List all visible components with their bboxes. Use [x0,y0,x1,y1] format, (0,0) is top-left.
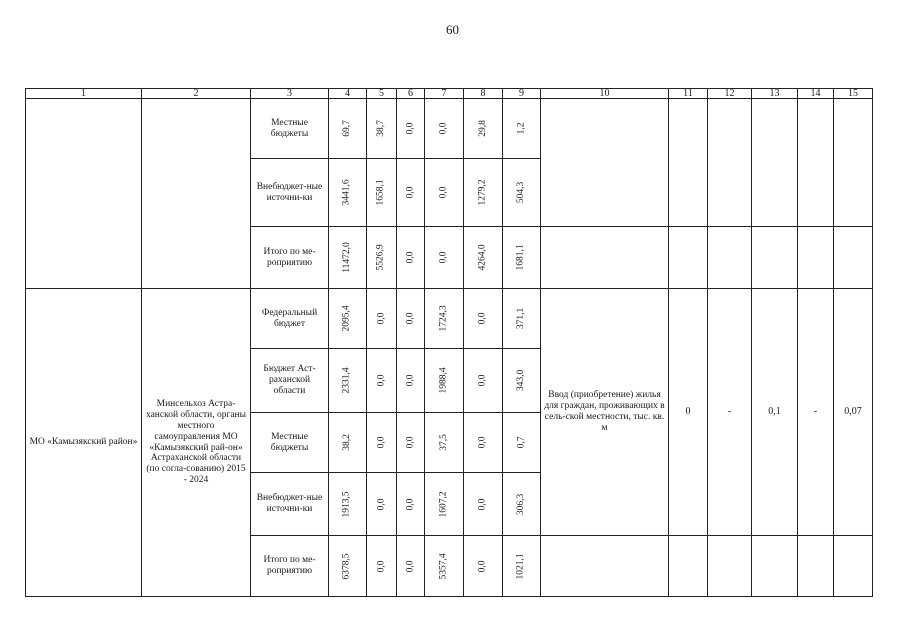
g2-source-3 [250,472,329,536]
g1-source-2 [250,226,329,289]
g2-indicator-empty-0 [668,535,708,597]
g1-col15-b [833,226,873,289]
g1-value-0-5 [502,98,541,159]
g1-value-2-2-value: 0,0 [405,251,416,264]
header-col-5-text: 5 [379,88,384,99]
g2-municipality-text: МО «Камызякский район» [29,437,138,448]
g2-source-2 [250,412,329,473]
g2-municipality [25,288,142,597]
g1-value-1-5-value: 504,3 [516,181,527,204]
g1-value-1-5 [502,158,541,227]
g2-value-2-3 [424,412,464,473]
g2-value-4-2 [396,535,425,597]
g2-value-1-0 [328,348,367,413]
g1-col14-b [797,226,834,289]
g2-value-1-4 [463,348,503,413]
g2-value-3-2-value: 0,0 [405,498,416,510]
g1-value-2-1-value: 5526,9 [376,244,387,271]
g2-indicator-value-1-text: - [727,406,732,418]
g2-value-1-1 [366,348,397,413]
g1-value-1-4-value: 1279,2 [477,179,488,206]
g2-value-0-5 [502,288,541,349]
g2-indicator-empty-4 [833,535,873,597]
g2-value-2-0-value: 38,2 [342,434,353,451]
g2-value-2-3-value: 37,5 [438,434,449,451]
g1-col10-a [540,98,669,227]
g2-value-1-1-value: 0,0 [376,374,387,387]
header-col-8-text: 8 [480,88,486,99]
g1-municipality-cell [25,98,142,289]
g2-value-2-2 [396,412,425,473]
header-col-13-text: 13 [769,88,780,99]
g2-value-0-1 [366,288,397,349]
g2-executor [141,288,251,597]
g2-value-4-0 [328,535,367,597]
g2-value-2-1 [366,412,397,473]
g2-source-1-text: Бюджет Аст-раханской области [263,364,316,396]
g2-value-1-5-value: 343,0 [516,369,527,392]
g2-value-0-3 [424,288,464,349]
g2-value-2-2-value: 0,0 [405,436,416,449]
g1-value-1-3 [424,158,464,227]
page-number: 60 [446,22,459,37]
header-col-10-text: 10 [599,88,610,99]
g1-col10-b [540,226,669,289]
header-col-4-text: 4 [345,88,350,99]
header-col-7-text: 7 [441,88,447,99]
g2-value-4-2-value: 0,0 [405,560,416,572]
g1-col13-a [751,98,798,227]
g1-value-2-2 [396,226,425,289]
g2-indicator-empty [540,535,669,597]
g1-value-2-3-value: 0,0 [438,251,449,264]
g2-indicator-value-0 [668,288,708,536]
g1-value-1-2-value: 0,0 [405,186,416,199]
g1-col12-a [707,98,752,227]
g2-value-1-4-value: 0,0 [477,374,488,387]
g1-col15-a [833,98,873,227]
g2-source-1 [250,348,329,413]
g2-value-4-3 [424,535,464,597]
header-col-9-text: 9 [519,88,524,99]
g1-value-1-0-value: 3441,6 [342,179,353,206]
g1-value-0-1 [366,98,397,159]
g1-value-0-2 [396,98,425,159]
g2-value-2-4-value: 0,0 [477,436,488,449]
g2-source-4 [250,535,329,597]
g1-source-2-text: Итого по ме-роприятию [263,246,316,268]
g2-value-1-0-value: 2331,4 [342,367,353,394]
g2-executor-text: Минсельхоз Астра-ханской области, органы местного самоуправления МО «Камызякский рай-он» Астраханской области (по согла-сованию) 2015 - 2024 [145,398,247,486]
g2-indicator-text: Ввод (приобретение) жилья для граждан, проживающих в сель-ской местности, тыс. кв. м [544,390,665,433]
g2-value-3-5-value: 306,3 [516,493,527,515]
g2-indicator-value-1 [707,288,752,536]
g2-value-1-3-value: 1988,4 [438,367,449,394]
g1-value-1-0 [328,158,367,227]
g1-col11-b [668,226,708,289]
g2-source-3-text: Внебюджет-ные источни-ки [256,493,323,514]
g2-value-0-2-value: 0,0 [405,312,416,325]
g1-value-0-1-value: 38,7 [376,120,387,137]
g1-value-0-3 [424,98,464,159]
g1-value-2-4 [463,226,503,289]
g1-source-1-text: Внебюджет-ные источни-ки [256,181,323,203]
g1-executor-cell [141,98,251,289]
g1-value-2-5-value: 1681,1 [516,244,527,271]
g2-indicator-value-3-text: - [813,406,818,418]
header-col-15-text: 15 [848,88,858,99]
g1-value-0-5-value: 1,2 [516,122,527,135]
g2-value-3-4 [463,472,503,536]
g2-value-0-1-value: 0,0 [376,312,387,325]
g2-value-3-1-value: 0,0 [376,498,387,510]
g2-value-4-5-value: 1021,1 [516,552,527,580]
g1-col12-b [707,226,752,289]
g2-value-4-4 [463,535,503,597]
g2-value-4-5 [502,535,541,597]
g2-indicator-value-4 [833,288,873,536]
g2-indicator-empty-2 [751,535,798,597]
g2-indicator-empty-1 [707,535,752,597]
g2-value-3-3-value: 1607,2 [438,490,449,518]
g2-source-4-text: Итого по ме-роприятию [263,555,316,576]
header-col-6-text: 6 [408,88,413,99]
g2-value-0-0 [328,288,367,349]
g2-indicator-value-2-text: 0,1 [768,406,781,418]
g1-value-2-0 [328,226,367,289]
g2-indicator-empty-3 [797,535,834,597]
g1-value-1-2 [396,158,425,227]
g2-value-3-0-value: 1913,5 [342,490,353,518]
g1-source-1 [250,158,329,227]
g2-value-3-5 [502,472,541,536]
g1-value-1-4 [463,158,503,227]
g1-value-2-3 [424,226,464,289]
g2-value-3-2 [396,472,425,536]
g2-value-0-2 [396,288,425,349]
g2-value-0-3-value: 1724,3 [438,305,449,332]
g2-source-0-text: Федеральный бюджет [261,307,318,329]
g2-value-2-1-value: 0,0 [376,436,387,449]
g1-value-2-0-value: 11472,0 [342,242,353,273]
g2-source-0 [250,288,329,349]
g2-value-0-0-value: 2095,4 [342,305,353,332]
g2-value-4-1-value: 0,0 [376,560,387,572]
g1-value-1-1-value: 1658,1 [376,179,387,206]
g2-value-3-3 [424,472,464,536]
g2-value-3-4-value: 0,0 [477,498,488,510]
g1-value-2-5 [502,226,541,289]
g2-indicator [540,288,669,536]
g2-value-2-4 [463,412,503,473]
g2-value-4-0-value: 6378,5 [342,552,353,580]
g2-value-0-4-value: 0,0 [477,312,488,325]
g2-value-2-0 [328,412,367,473]
g2-value-2-5 [502,412,541,473]
g2-value-2-5-value: 0,7 [516,436,527,449]
g2-indicator-value-3 [797,288,834,536]
g1-value-0-4-value: 29,8 [477,120,488,137]
g2-source-2-text: Местные бюджеты [270,431,309,453]
g1-value-0-0 [328,98,367,159]
g1-value-0-0-value: 69,7 [342,120,353,137]
g1-value-2-1 [366,226,397,289]
header-col-1-text: 1 [81,88,86,99]
g1-col13-b [751,226,798,289]
g2-value-1-5 [502,348,541,413]
g2-value-1-3 [424,348,464,413]
g2-value-0-5-value: 371,1 [516,307,527,330]
g1-col14-a [797,98,834,227]
g1-source-0 [250,98,329,159]
g1-value-0-4 [463,98,503,159]
header-col-11-text: 11 [683,88,693,99]
g2-indicator-value-4-text: 0,07 [844,406,862,418]
g2-value-0-4 [463,288,503,349]
g2-value-4-3-value: 5357,4 [438,552,449,580]
g1-value-1-3-value: 0,0 [438,186,449,199]
g2-value-4-4-value: 0,0 [477,560,488,572]
g2-indicator-value-2 [751,288,798,536]
g2-value-1-2-value: 0,0 [405,374,416,387]
g2-value-3-0 [328,472,367,536]
header-col-12-text: 12 [724,88,735,99]
g1-value-0-3-value: 0,0 [438,122,449,135]
header-col-2-text: 2 [193,88,199,99]
g1-value-1-1 [366,158,397,227]
g2-value-1-2 [396,348,425,413]
g1-source-0-text: Местные бюджеты [270,117,309,139]
header-col-14-text: 14 [810,88,821,99]
g1-value-0-2-value: 0,0 [405,122,416,135]
g1-value-2-4-value: 4264,0 [477,244,488,271]
g2-value-3-1 [366,472,397,536]
g2-value-4-1 [366,535,397,597]
g1-col11-a [668,98,708,227]
header-col-3-text: 3 [287,88,292,99]
g2-indicator-value-0-text: 0 [685,406,691,418]
